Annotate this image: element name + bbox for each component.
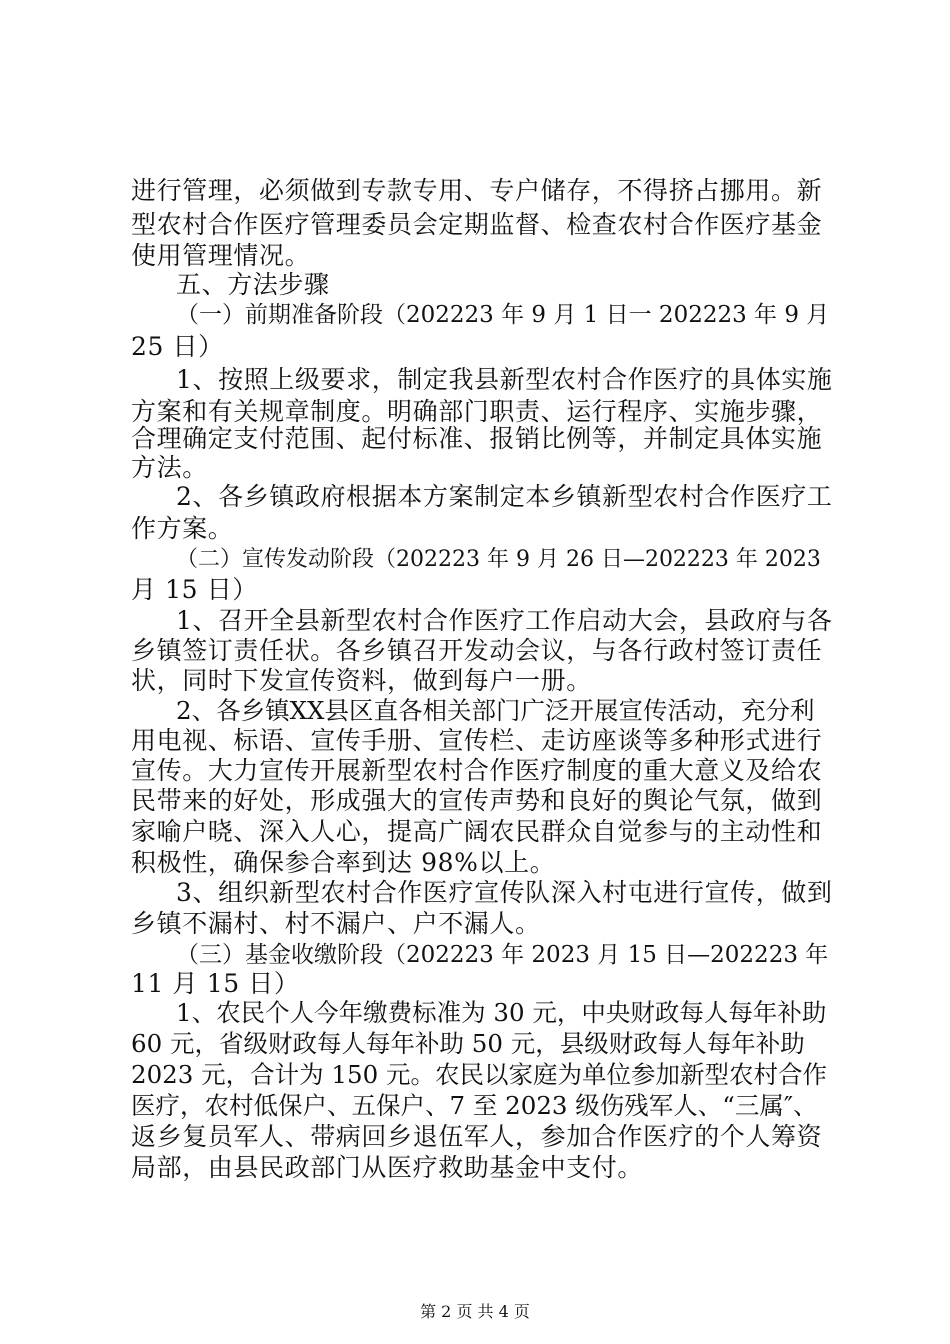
subsection-heading: （一）前期准备阶段（202223 年 9 月 1 日一 202223 年 9 月 [176,302,830,328]
subsection-heading: （三）基金收缴阶段（202223 年 2023 月 15 日—202223 年 [176,942,829,968]
text-line: 60 元，省级财政每人每年补助 50 元，县级财政每人每年补助 [131,1029,805,1058]
text-line: 宣传。大力宣传开展新型农村合作医疗制度的重大意义及给农 [131,756,823,785]
text-line: 局部，由县民政部门从医疗救助基金中支付。 [131,1153,644,1182]
text-line: 2023 元，合计为 150 元。农民以家庭为单位参加新型农村合作 [131,1060,827,1089]
text-line: 方法。 [131,453,208,482]
text-line: 3、组织新型农村合作医疗宣传队深入村屯进行宣传，做到 [176,878,833,907]
text-line: 作方案。 [131,514,234,543]
text-line: 月 15 日） [131,575,258,604]
text-line: 医疗，农村低保户、五保户、7 至 2023 级伤残军人、“三属″、 [131,1091,818,1120]
page-footer: 第 2 页 共 4 页 [420,1302,530,1321]
text-line: 状，同时下发宣传资料，做到每户一册。 [131,666,592,695]
text-line: 1、农民个人今年缴费标准为 30 元，中央财政每人每年补助 [176,998,827,1027]
text-line: 进行管理，必须做到专款专用、专户储存，不得挤占挪用。新 [131,176,823,205]
text-line: 方案和有关规章制度。明确部门职责、运行程序、实施步骤， [131,397,823,426]
section-heading: 五、方法步骤 [176,270,330,299]
text-line: 使用管理情况。 [131,241,311,270]
text-line: 1、召开全县新型农村合作医疗工作启动大会，县政府与各 [176,606,833,635]
subsection-heading: （二）宣传发动阶段（202223 年 9 月 26 日—202223 年 2023 [176,547,821,572]
text-line: 用电视、标语、宣传手册、宣传栏、走访座谈等多种形式进行 [131,726,823,755]
text-line: 1、按照上级要求，制定我县新型农村合作医疗的具体实施 [176,365,833,394]
text-line: 积极性，确保参合率到达 98%以上。 [131,848,556,877]
text-line: 家喻户晓、深入人心，提高广阔农民群众自觉参与的主动性和 [131,817,823,846]
text-line: 型农村合作医疗管理委员会定期监督、检查农村合作医疗基金 [131,210,823,239]
text-line: 11 月 15 日） [131,969,300,998]
text-line: 2、各乡镇政府根据本方案制定本乡镇新型农村合作医疗工 [176,482,833,511]
text-line: 合理确定支付范围、起付标准、报销比例等，并制定具体实施 [131,424,823,453]
text-line: 返乡复员军人、带病回乡退伍军人，参加合作医疗的个人筹资 [131,1122,823,1151]
text-line: 25 日） [131,332,224,361]
text-line: 民带来的好处，形成强大的宣传声势和良好的舆论气氛，做到 [131,786,823,815]
text-line: 乡镇不漏村、村不漏户、户不漏人。 [131,909,541,938]
text-line: 乡镇签订责任状。各乡镇召开发动会议，与各行政村签订责任 [131,636,823,665]
text-line: 2、各乡镇XX县区直各相关部门广泛开展宣传活动，充分利 [176,696,815,725]
